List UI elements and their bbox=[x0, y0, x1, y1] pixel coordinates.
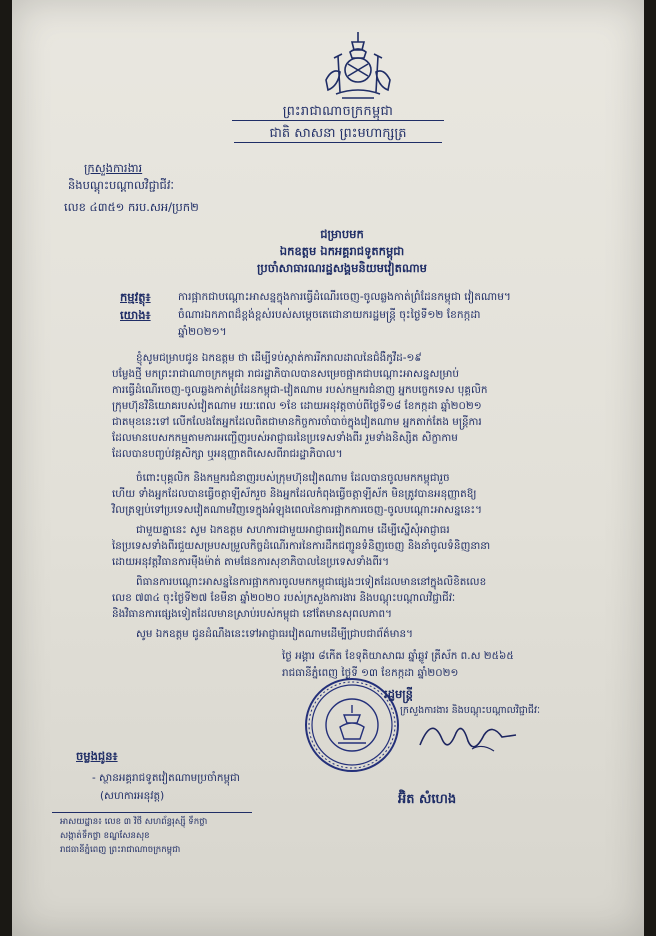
lunar-date: ថ្ងៃ អង្គារ ៨កើត ខែទុតិយាសាឍ ឆ្នាំឆ្លូវ ត្រីស័ក ព.ស ២៥៦៥ bbox=[282, 650, 514, 662]
body-line: ដោយអនុវត្តវិធានការម៉ឺងម៉ាត់ តាមផែនការសុខាភិបាលនៃប្រទេសទាំងពីរ។ bbox=[112, 556, 390, 568]
body-line: ក្រុមហ៊ុនវិនិយោគរបស់វៀតណាម រយៈពេល ១ខែ ដោយអនុវត្តចាប់ពីថ្ងៃទី១៨ ខែកក្កដា ឆ្នាំ២០២១ bbox=[112, 400, 482, 412]
body-line: ជាតមុខនេះទៅ លើកលែងតែអ្នកដែលពិតជាមានកិច្ចការចាំបាច់ក្នុងវៀតណាម អ្នកតាក់តែង មន្ត្រីការ bbox=[112, 416, 482, 428]
body-paragraph-4 bbox=[112, 574, 582, 622]
body-line: ពិធានការបណ្តោះអាសន្ននៃការផ្អាកការចូលមកកម្ពុជាផ្សេងៗទៀតដែលមាននៅក្នុងលិខិតលេខ bbox=[136, 576, 487, 588]
cc-item: - ស្ថានអគ្គរាជទូតវៀតណាមប្រចាំកម្ពុជា bbox=[92, 772, 240, 784]
body-line: វិលត្រឡប់ទៅប្រទេសវៀតណាមវិញទេក្នុងអំឡុងពេលនៃការផ្អាកការចេញ-ចូលបណ្តោះអាសន្ននេះ។ bbox=[112, 504, 482, 516]
body-line: ដែលបានបញ្ចប់វគ្គសិក្សា ឬអនុញ្ញាតពិសេសពីរាជរដ្ឋាភិបាល។ bbox=[112, 448, 343, 460]
footer-divider bbox=[52, 812, 252, 813]
cc-label: ចម្លងជូន៖ bbox=[76, 749, 118, 763]
reference-number: លេខ ៤៣៥១ ករប.សអ/ប្រក២ bbox=[64, 200, 199, 214]
signatory-title: រដ្ឋមន្ត្រី bbox=[384, 687, 413, 701]
body-paragraph-3 bbox=[112, 522, 582, 570]
recipient-title: ឯកឧត្តម ឯកអគ្គរាជទូតកម្ពុជា bbox=[279, 244, 405, 258]
footer-address-line2: សង្កាត់ទឹកថ្លា ខណ្ឌសែនសុខ bbox=[60, 831, 150, 841]
recipient-country: ប្រចាំសាធារណរដ្ឋសង្គមនិយមវៀតណាម bbox=[257, 261, 427, 275]
recipient-greeting: ជម្រាបមក bbox=[320, 227, 364, 241]
reference-label: យោង៖ bbox=[120, 308, 151, 322]
ministry-name-line1: ក្រសួងការងារ bbox=[84, 161, 143, 175]
cc-item-note: (សហការអនុវត្ត) bbox=[100, 790, 165, 802]
body-line: ហើយ ទាំងអ្នកដែលបានធ្វើចត្តាឡីស័ករួច និងអ្នកដែលកំពុងធ្វើចត្តាឡីស័ក មិនត្រូវបានអនុញ្ញាតឱ្យ bbox=[112, 488, 477, 500]
body-line: នៃប្រទេសទាំងពីរជួយសម្របសម្រួលកិច្ចដំណើរការនៃការដឹកជញ្ជូនទំនិញចេញ និងនាំចូលទំនិញនានា bbox=[112, 540, 491, 552]
body-line: ការធ្វើដំណើរចេញ-ចូលឆ្លងកាត់ព្រំដែនកម្ពុជា-វៀតណាម របស់កម្មករជំនាញ អ្នកបច្ចេកទេស បុគ្គលិក bbox=[112, 384, 488, 396]
subject-label: កម្មវត្ថុ៖ bbox=[120, 290, 151, 304]
document-page bbox=[12, 0, 644, 936]
reference-line2: ឆ្នាំ២០២១។ bbox=[178, 326, 227, 338]
royal-emblem-icon bbox=[308, 28, 408, 100]
body-line: ដែលមានបេសកកម្មតាមការអញ្ជើញរបស់អាជ្ញាធរនៃប្រទេសទាំងពីរ រួមទាំងនិស្សិត សិក្ខាកាម bbox=[112, 432, 458, 444]
solar-date: រាជធានីភ្នំពេញ ថ្ងៃទី ១៣ ខែកក្កដា ឆ្នាំ២០២១ bbox=[282, 667, 459, 679]
signatory-name: អ៊ិត សំហេង bbox=[398, 792, 457, 807]
handwritten-signature-icon bbox=[412, 705, 522, 765]
body-paragraph-2 bbox=[112, 470, 582, 518]
footer-address-line1: អាសយដ្ឋាន៖ លេខ ៣ វិថី សហព័ន្ធរុស្ស៊ី ទឹកថ្លា bbox=[60, 817, 208, 827]
ministry-name-line2: និងបណ្តុះបណ្តាលវិជ្ជាជីវៈ bbox=[68, 178, 174, 192]
footer-address-line3: រាជធានីភ្នំពេញ ព្រះរាជាណាចក្រកម្ពុជា bbox=[60, 845, 181, 855]
body-line: លេខ ៧៣៤ ចុះថ្ងៃទី២៧ ខែមីនា ឆ្នាំ២០២០ របស់ក្រសួងការងារ និងបណ្តុះបណ្តាលវិជ្ជាជីវៈ bbox=[112, 592, 456, 604]
body-line: ចំពោះបុគ្គលិក និងកម្មករជំនាញរបស់ក្រុមហ៊ុនវៀតណាម ដែលបានចូលមកកម្ពុជារួច bbox=[136, 472, 450, 484]
body-line: ខ្ញុំសូមជម្រាបជូន ឯកឧត្តម ថា ដើម្បីទប់ស្កាត់ការរីករាលដាលនៃជំងឺកូវីដ-១៩ bbox=[136, 352, 422, 364]
national-motto: ជាតិ សាសនា ព្រះមហាក្សត្រ bbox=[234, 126, 442, 143]
body-line: ជាមួយគ្នានេះ សូម ឯកឧត្តម សហការជាមួយអាជ្ញាធរវៀតណាម ដើម្បីស្នើសុំអាជ្ញាធរ bbox=[136, 524, 450, 536]
body-line: បម្លែងថ្មី មកព្រះរាជាណាចក្រកម្ពុជា រាជរដ្ឋាភិបាលបានសម្រេចផ្អាកជាបណ្តោះអាសន្នសម្រាប់ bbox=[112, 368, 459, 380]
subject-text: ការផ្អាកជាបណ្តោះអាសន្នក្នុងការធ្វើដំណើរចេញ-ចូលឆ្លងកាត់ព្រំដែនកម្ពុជា វៀតណាម។ bbox=[178, 291, 511, 303]
signatory-ministry: ក្រសួងការងារ និងបណ្តុះបណ្តាលវិជ្ជាជីវៈ bbox=[400, 705, 540, 716]
body-paragraph-5: សូម ឯកឧត្តម ជូនដំណឹងនេះទៅអាជ្ញាធរវៀតណាមដើម្បីជ្រាបជាព័ត៌មាន។ bbox=[136, 628, 413, 640]
reference-line1: ចំណារឯកភាពដ៏ខ្ពង់ខ្ពស់របស់សម្តេចតេជោនាយករដ្ឋមន្ត្រី ចុះថ្ងៃទី១២ ខែកក្កដា bbox=[178, 309, 481, 321]
kingdom-heading: ព្រះរាជាណាចក្រកម្ពុជា bbox=[232, 104, 444, 121]
body-line: និងវិធានការផ្សេងទៀតដែលមានស្រាប់របស់កម្ពុជា នៅតែមានសុពលភាព។ bbox=[112, 608, 392, 620]
body-paragraph-1 bbox=[112, 350, 582, 462]
